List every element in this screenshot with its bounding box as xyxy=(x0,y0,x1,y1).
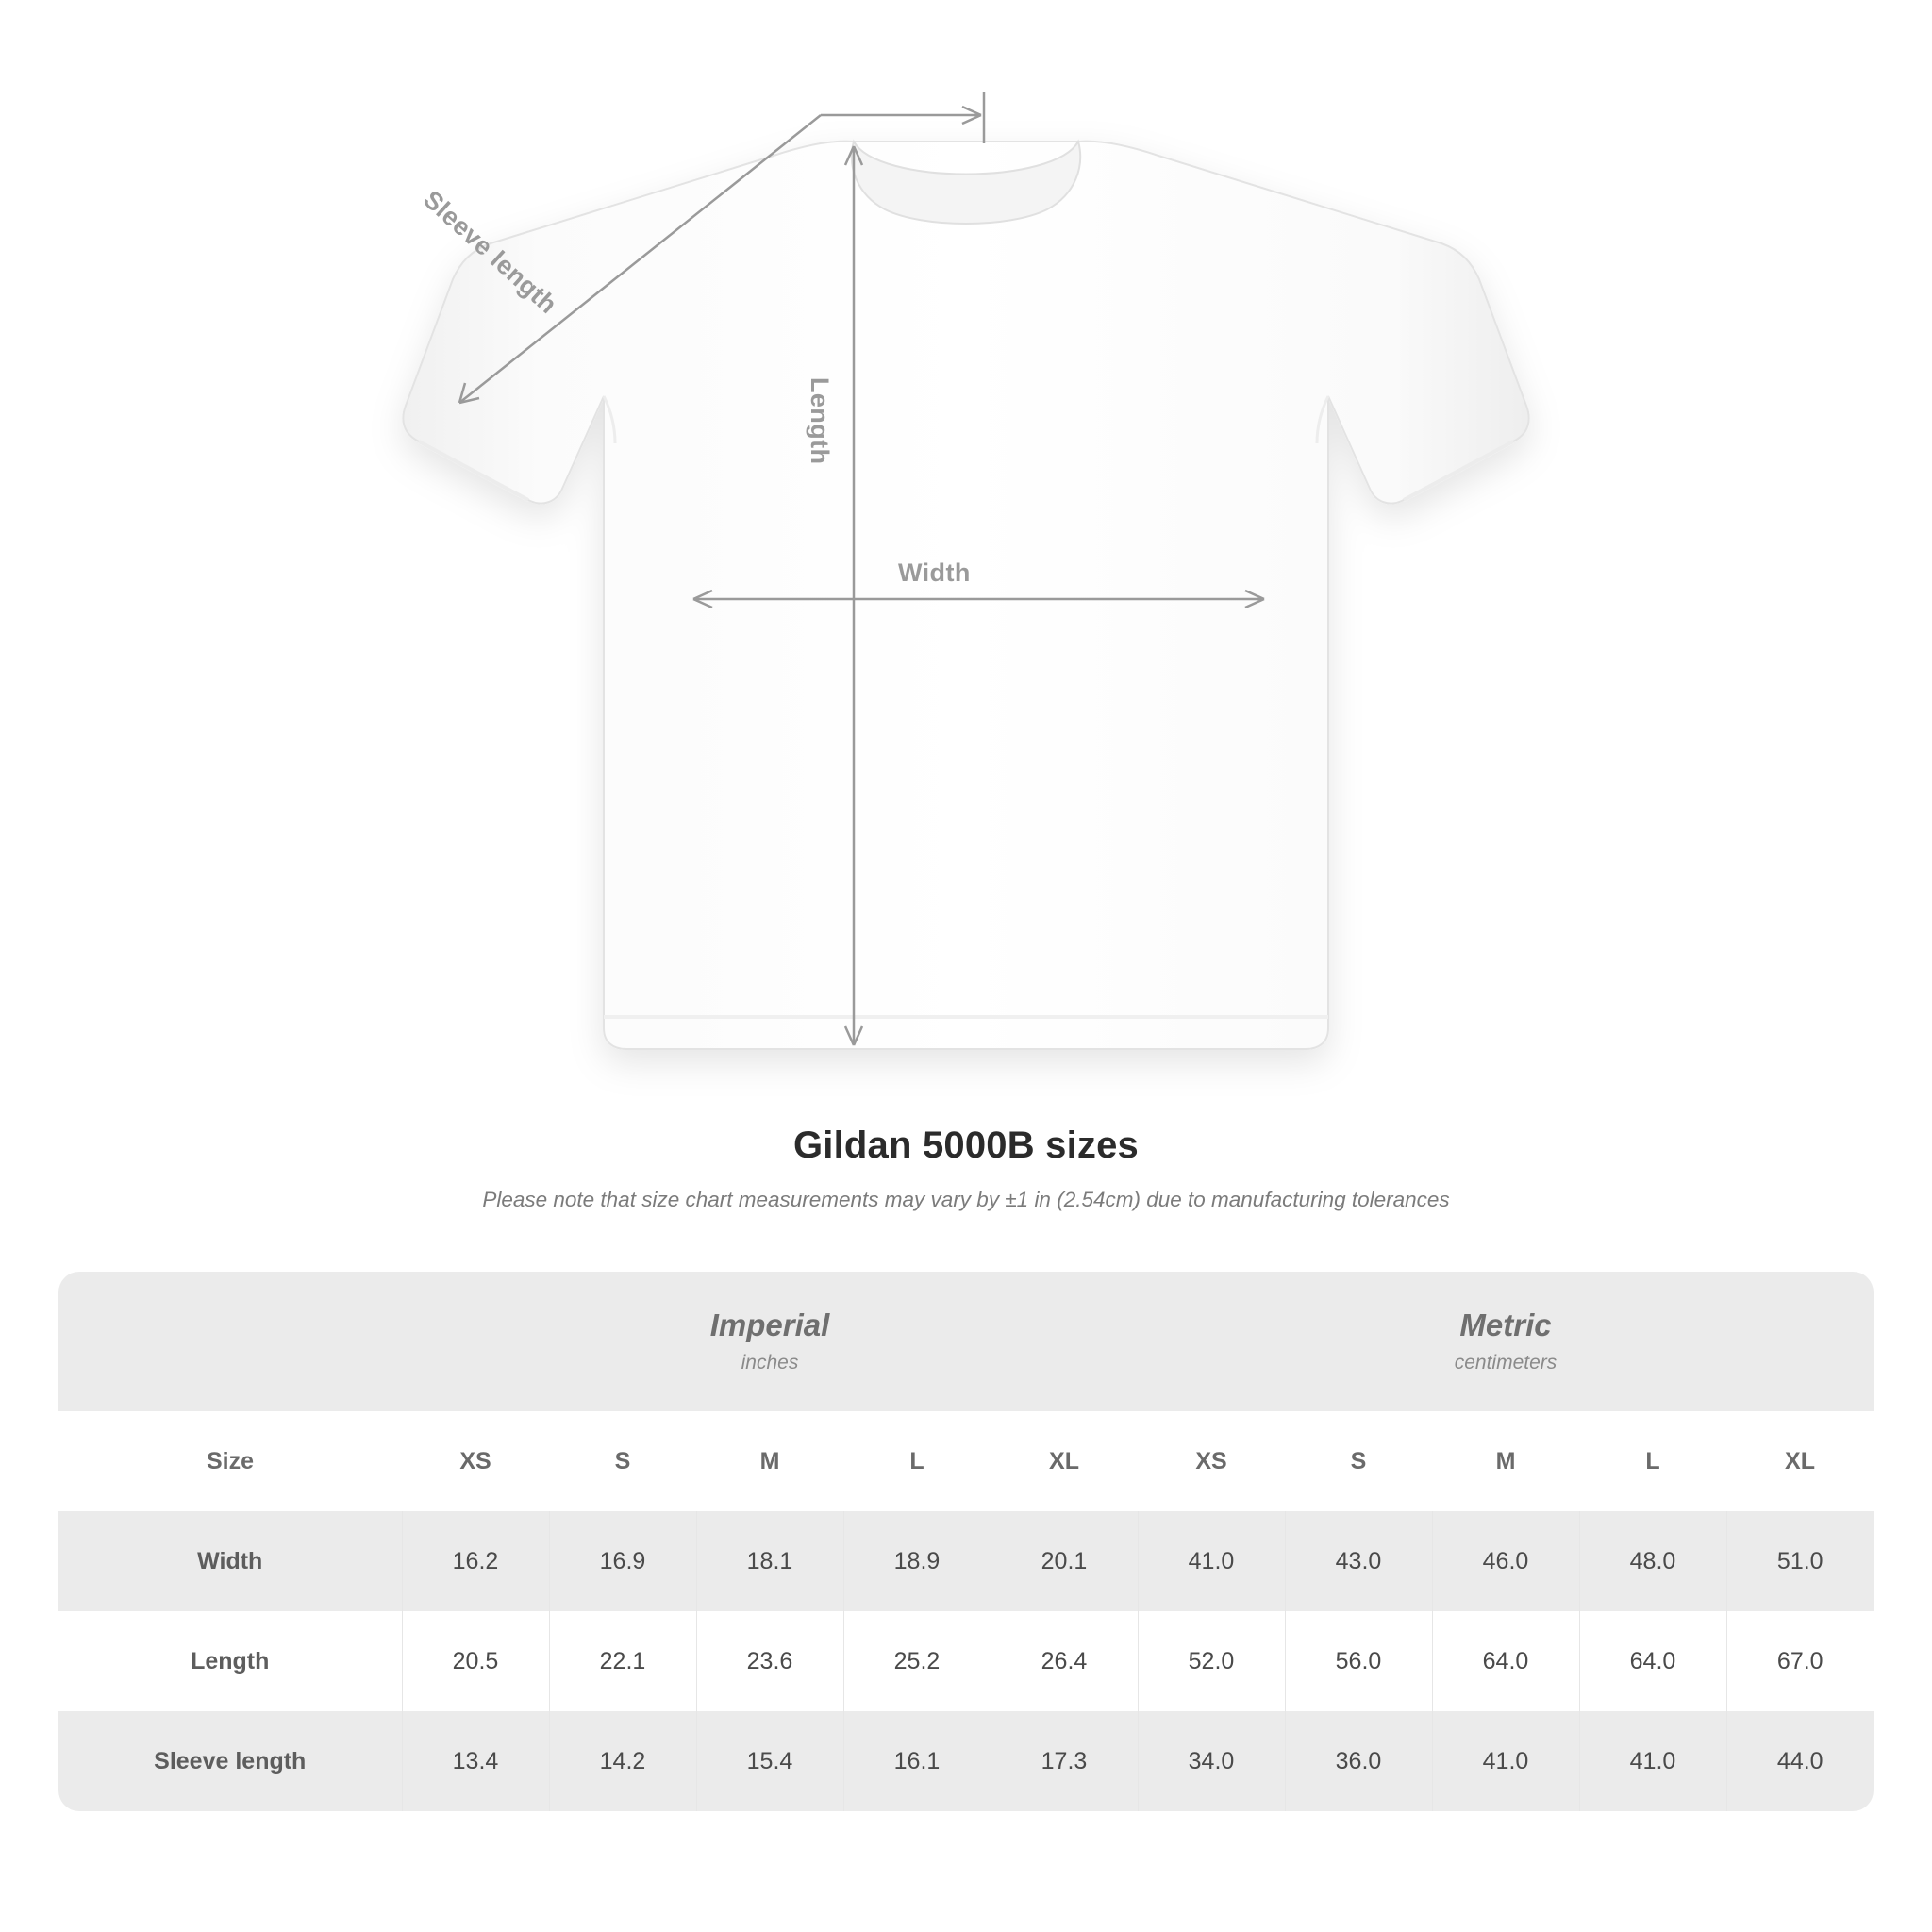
column-header-size: Size xyxy=(58,1411,402,1511)
cell-sleeve-imperial-m: 15.4 xyxy=(696,1711,843,1811)
cell-sleeve-metric-l: 41.0 xyxy=(1579,1711,1726,1811)
cell-length-imperial-l: 25.2 xyxy=(843,1611,991,1711)
cell-width-metric-l: 48.0 xyxy=(1579,1511,1726,1611)
sleeve-length-dimension-label: Sleeve length xyxy=(417,185,563,320)
cell-width-imperial-m: 18.1 xyxy=(696,1511,843,1611)
cell-sleeve-imperial-xl: 17.3 xyxy=(991,1711,1138,1811)
cell-length-metric-xl: 67.0 xyxy=(1726,1611,1874,1711)
cell-sleeve-imperial-s: 14.2 xyxy=(549,1711,696,1811)
cell-sleeve-metric-s: 36.0 xyxy=(1285,1711,1432,1811)
cell-length-metric-l: 64.0 xyxy=(1579,1611,1726,1711)
page-title: Gildan 5000B sizes xyxy=(792,1124,1139,1166)
cell-width-metric-xl: 51.0 xyxy=(1726,1511,1874,1611)
cell-sleeve-metric-xl: 44.0 xyxy=(1726,1711,1874,1811)
cell-width-imperial-xl: 20.1 xyxy=(991,1511,1138,1611)
cell-sleeve-metric-xs: 34.0 xyxy=(1138,1711,1285,1811)
row-label-sleeve-length: Sleeve length xyxy=(58,1711,402,1811)
unit-group-imperial xyxy=(402,1272,1138,1411)
row-label-width: Width xyxy=(58,1511,402,1611)
cell-width-imperial-s: 16.9 xyxy=(549,1511,696,1611)
table-row xyxy=(58,1711,1874,1811)
size-table-wrapper xyxy=(58,1272,1874,1811)
tshirt-shape xyxy=(403,142,1528,1049)
cell-length-metric-s: 56.0 xyxy=(1285,1611,1432,1711)
column-header-imperial-m: M xyxy=(696,1411,843,1511)
row-label-length: Length xyxy=(58,1611,402,1711)
cell-length-metric-xs: 52.0 xyxy=(1138,1611,1285,1711)
column-header-metric-xs: XS xyxy=(1138,1411,1285,1511)
unit-header-row xyxy=(58,1272,1874,1411)
cell-length-imperial-xs: 20.5 xyxy=(402,1611,549,1711)
unit-group-metric xyxy=(1138,1272,1874,1411)
cell-width-imperial-xs: 16.2 xyxy=(402,1511,549,1611)
column-header-metric-xl: XL xyxy=(1726,1411,1874,1511)
unit-system-imperial: Imperial xyxy=(709,1307,830,1342)
cell-width-imperial-l: 18.9 xyxy=(843,1511,991,1611)
column-header-imperial-s: S xyxy=(549,1411,696,1511)
cell-width-metric-xs: 41.0 xyxy=(1138,1511,1285,1611)
unit-name-centimeters: centimeters xyxy=(1454,1352,1557,1374)
size-table xyxy=(58,1272,1874,1811)
cell-length-metric-m: 64.0 xyxy=(1432,1611,1579,1711)
column-header-imperial-l: L xyxy=(843,1411,991,1511)
table-row xyxy=(58,1611,1874,1711)
column-header-metric-m: M xyxy=(1432,1411,1579,1511)
title-block xyxy=(0,1124,1932,1212)
tolerance-note: Please note that size chart measurements may vary by ±1 in (2.54cm) due to manufacturing tolerances xyxy=(482,1188,1450,1211)
unit-system-metric: Metric xyxy=(1459,1307,1552,1342)
unit-name-inches: inches xyxy=(741,1352,799,1374)
cell-length-imperial-s: 22.1 xyxy=(549,1611,696,1711)
column-header-metric-l: L xyxy=(1579,1411,1726,1511)
cell-sleeve-metric-m: 41.0 xyxy=(1432,1711,1579,1811)
cell-length-imperial-xl: 26.4 xyxy=(991,1611,1138,1711)
table-row xyxy=(58,1511,1874,1611)
cell-width-metric-s: 43.0 xyxy=(1285,1511,1432,1611)
size-header-row xyxy=(58,1411,1874,1511)
cell-sleeve-imperial-xs: 13.4 xyxy=(402,1711,549,1811)
cell-sleeve-imperial-l: 16.1 xyxy=(843,1711,991,1811)
unit-header-spacer xyxy=(58,1272,402,1411)
column-header-metric-s: S xyxy=(1285,1411,1432,1511)
length-dimension-label: Length xyxy=(806,377,834,465)
column-header-imperial-xl: XL xyxy=(991,1411,1138,1511)
column-header-imperial-xs: XS xyxy=(402,1411,549,1511)
cell-length-imperial-m: 23.6 xyxy=(696,1611,843,1711)
width-dimension-label: Width xyxy=(898,558,971,587)
cell-width-metric-m: 46.0 xyxy=(1432,1511,1579,1611)
